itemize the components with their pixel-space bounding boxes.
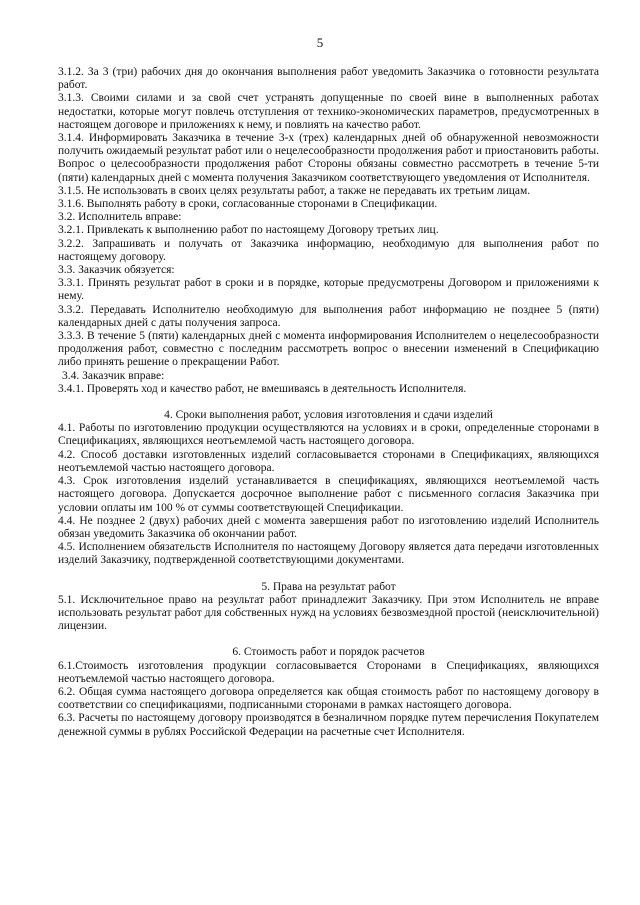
paragraph-3-2-2: 3.2.2. Запрашивать и получать от Заказчика информацию, необходимую для выполнения работ по настоящему договору.	[58, 237, 599, 263]
paragraph-4-5: 4.5. Исполнением обязательств Исполнителя по настоящему Договору является дата передачи изготовленных изделий Заказчику, подтвержденной соответствующими документами.	[58, 541, 599, 567]
paragraph-3-3-2: 3.3.2. Передавать Исполнителю необходимую для выполнения работ информацию не позднее 5 (пяти) календарных дней с даты получения запроса.	[58, 303, 599, 329]
paragraph-3-1-4: 3.1.4. Информировать Заказчика в течение 3-х (трех) календарных дней об обнаруженной невозможности получить ожидаемый результат работ или о нецелесообразности продолжения работ и приостановить работы. Вопрос о целесообразности продолжения работ Стороны обязаны совместно рассмотреть в течение 5-ти (пяти) календарных дней с момента получения Заказчиком соответствующего уведомления от Исполнителя.	[58, 132, 599, 184]
paragraph-6-2: 6.2. Общая сумма настоящего договора определяется как общая стоимость работ по настоящему договору в соответствии со спецификациями, подписанными сторонами в рамках настоящего договора.	[58, 685, 599, 712]
paragraph-3-4-1: 3.4.1. Проверять ход и качество работ, не вмешиваясь в деятельность Исполнителя.	[58, 382, 467, 395]
paragraph-6-1: 6.1.Стоимость изготовления продукции согласовывается Сторонами в Спецификациях, являющихся неотъемлемой частью настоящего договора.	[58, 659, 599, 685]
paragraph-3-1-3: 3.1.3. Своими силами и за свой счет устранять допущенные по своей вине в выполненных работах недостатки, которые могут повлечь отступления от технико-экономических параметров, предусмотренных в настоящем договоре и приложениях к нему, и повлиять на качество работ.	[58, 92, 599, 131]
section-5-heading: 5. Права на результат работ	[261, 580, 396, 593]
paragraph-4-4: 4.4. Не позднее 2 (двух) рабочих дней с момента завершения работ по изготовлению изделий Исполнитель обязан уведомить Заказчика об окончании работ.	[58, 514, 599, 540]
paragraph-3-2: 3.2. Исполнитель вправе:	[58, 211, 182, 224]
section-6-heading: 6. Стоимость работ и порядок расчетов	[232, 646, 425, 659]
paragraph-3-2-1: 3.2.1. Привлекать к выполнению работ по настоящему Договору третьих лиц.	[58, 224, 439, 237]
paragraph-4-2: 4.2. Способ доставки изготовленных изделий согласовывается сторонами в Спецификациях, являющихся неотъемлемой частью настоящего договора.	[58, 448, 599, 474]
section-4-heading: 4. Сроки выполнения работ, условия изготовления и сдачи изделий	[164, 409, 493, 422]
page-number: 5	[316, 35, 324, 50]
paragraph-4-1: 4.1. Работы по изготовлению продукции осуществляются на условиях и в сроки, определенные сторонами в Спецификациях, являющихся неотъемлемой часть настоящего договора.	[58, 422, 599, 448]
paragraph-3-3-1: 3.3.1. Принять результат работ в сроки и в порядке, которые предусмотрены Договором и приложениями к нему.	[58, 277, 599, 303]
paragraph-3-3: 3.3. Заказчик обязуется:	[58, 264, 175, 277]
paragraph-6-3: 6.3. Расчеты по настоящему договору производятся в безналичном порядке путем перечисления Покупателем денежной суммы в рублях Российской Федерации на расчетные счет Исполнителя.	[58, 712, 599, 738]
document-body	[58, 66, 599, 739]
paragraph-3-1-2: 3.1.2. За 3 (три) рабочих дня до окончания выполнения работ уведомить Заказчика о готовности результата работ.	[58, 66, 599, 92]
paragraph-3-1-6: 3.1.6. Выполнять работу в сроки, согласованные сторонами в Спецификации.	[58, 198, 438, 211]
paragraph-3-3-3: 3.3.3. В течение 5 (пяти) календарных дней с момента информирования Исполнителем о нецелесообразности продолжения работ, совместно с последним рассмотреть вопрос о внесении изменений в Спецификацию либо принять решение о прекращении Работ.	[58, 330, 599, 369]
paragraph-4-3: 4.3. Срок изготовления изделий устанавливается в спецификациях, являющихся неотъемлемой часть настоящего договора. Допускается досрочное выполнение работ с письменного согласия Заказчика при условии оплаты им 100 % от суммы соответствующей Спецификации.	[58, 475, 599, 514]
paragraph-5-1: 5.1. Исключительное право на результат работ принадлежит Заказчику. При этом Исполнитель не вправе использовать результат работ для собственных нужд на условиях безвозмездной простой (неисключительной) лицензии.	[58, 593, 599, 633]
paragraph-3-1-5: 3.1.5. Не использовать в своих целях результаты работ, а также не передавать их третьим лицам.	[58, 184, 531, 197]
paragraph-3-4: 3.4. Заказчик вправе:	[62, 369, 165, 382]
